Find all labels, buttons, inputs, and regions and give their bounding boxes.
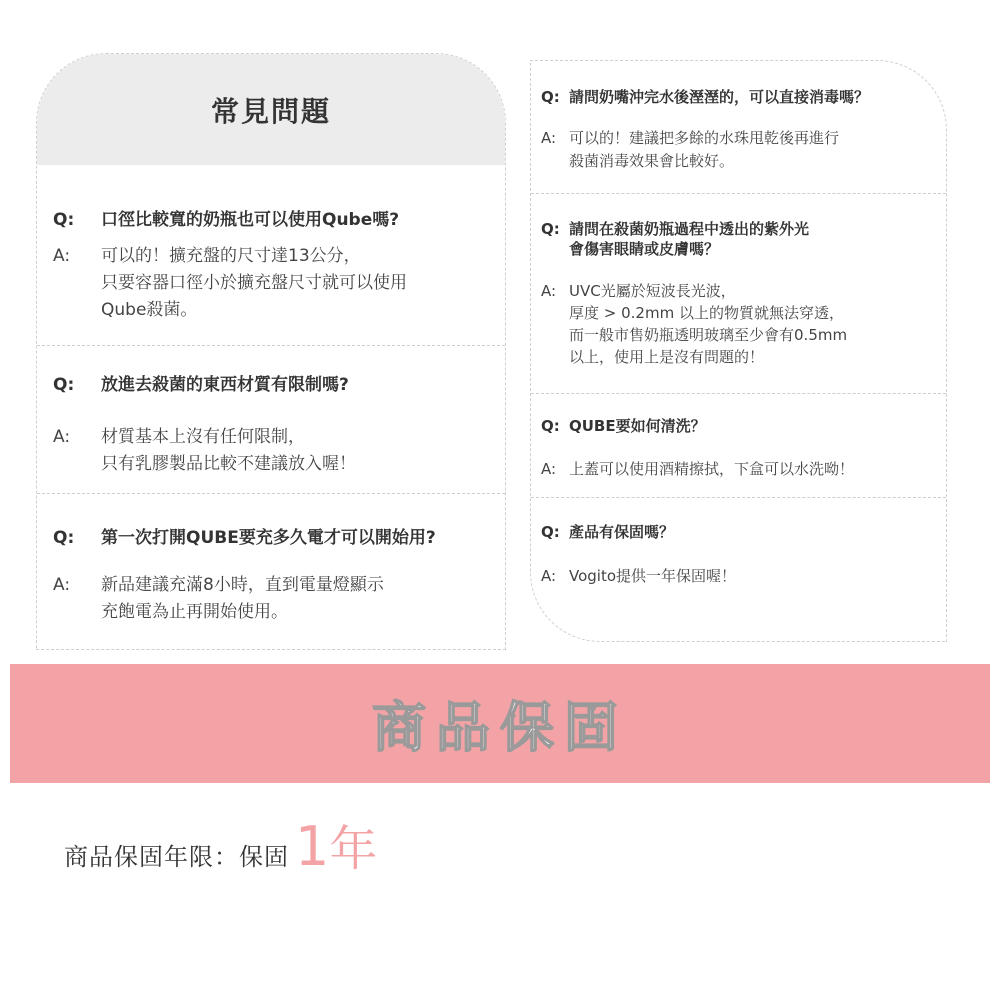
answer-line: 新品建議充滿8小時，直到電量燈顯示: [101, 575, 384, 595]
banner-title: 商品保固: [372, 696, 628, 759]
faq-answer: [541, 459, 854, 479]
faq-question: [53, 209, 399, 231]
faq-question: [541, 87, 869, 107]
warranty-unit: 年: [329, 821, 378, 877]
answer-line: UVC光屬於短波長光波，: [569, 282, 736, 300]
answer-line: 而一般市售奶瓶透明玻璃至少會有0.5mm: [569, 326, 848, 344]
warranty-banner: [10, 664, 990, 783]
faq-left-card: [36, 53, 506, 650]
question-prefix: Q:: [541, 523, 560, 541]
answer-prefix: A:: [53, 575, 71, 595]
answer-prefix: A:: [53, 427, 71, 447]
answer-line: 可以的！建議把多餘的水珠甩乾後再進行: [569, 129, 840, 147]
faq-item: [531, 193, 946, 393]
faq-item: [531, 393, 946, 497]
answer-line: 殺菌消毒效果會比較好。: [569, 152, 735, 170]
question-prefix: Q:: [53, 528, 75, 548]
faq-item: [531, 497, 946, 642]
question-prefix: Q:: [53, 210, 75, 230]
answer-prefix: A:: [53, 246, 71, 266]
faq-item: [37, 345, 505, 493]
answer-line: 上蓋可以使用酒精擦拭，下盒可以水洗呦！: [569, 460, 855, 478]
answer-line: Qube殺菌。: [101, 300, 198, 320]
question-text: 產品有保固嗎？: [569, 523, 675, 541]
answer-line: 只有乳膠製品比較不建議放入喔！: [101, 454, 356, 474]
question-text: 放進去殺菌的東西材質有限制嗎?: [101, 375, 349, 395]
answer-prefix: A:: [541, 282, 557, 300]
question-text: 請問在殺菌奶瓶過程中透出的紫外光: [569, 220, 810, 238]
question-text: 第一次打開QUBE要充多久電才可以開始用?: [101, 528, 436, 548]
answer-line: 材質基本上沒有任何限制，: [101, 427, 305, 447]
question-text: QUBE要如何清洗？: [569, 417, 706, 435]
answer-prefix: A:: [541, 129, 557, 147]
warranty-label: 商品保固年限：保固: [64, 843, 289, 871]
faq-question: [541, 219, 809, 259]
faq-item: [531, 61, 946, 193]
question-text: 會傷害眼睛或皮膚嗎？: [569, 240, 720, 258]
question-prefix: Q:: [541, 220, 560, 238]
faq-question: [53, 527, 436, 549]
answer-line: 充飽電為止再開始使用。: [101, 602, 288, 622]
faq-item: [37, 493, 505, 650]
answer-prefix: A:: [541, 567, 557, 585]
warranty-number: 1: [295, 815, 330, 878]
question-prefix: Q:: [541, 88, 560, 106]
question-prefix: Q:: [53, 375, 75, 395]
question-text: 請問奶嘴沖完水後溼溼的，可以直接消毒嗎？: [569, 88, 870, 106]
answer-line: 只要容器口徑小於擴充盤尺寸就可以使用: [101, 273, 407, 293]
faq-answer: [541, 566, 736, 586]
faq-answer: [53, 424, 356, 478]
question-prefix: Q:: [541, 417, 560, 435]
faq-answer: [541, 280, 847, 368]
faq-question: [541, 416, 706, 436]
faq-answer: [53, 243, 407, 324]
faq-title: 常見問題: [37, 54, 505, 165]
answer-line: 以上，使用上是沒有問題的！: [569, 348, 765, 366]
faq-question: [541, 522, 674, 542]
faq-right-card: [530, 60, 947, 642]
answer-line: 厚度 > 0.2mm 以上的物質就無法穿透，: [569, 304, 844, 322]
faq-answer: [53, 572, 384, 626]
answer-line: Vogito提供一年保固喔！: [569, 567, 737, 585]
warranty-period: [64, 815, 378, 878]
faq-answer: [541, 127, 839, 173]
answer-prefix: A:: [541, 460, 557, 478]
faq-question: [53, 374, 349, 396]
answer-line: 可以的！擴充盤的尺寸達13公分，: [101, 246, 361, 266]
question-text: 口徑比較寬的奶瓶也可以使用Qube嗎?: [101, 210, 400, 230]
